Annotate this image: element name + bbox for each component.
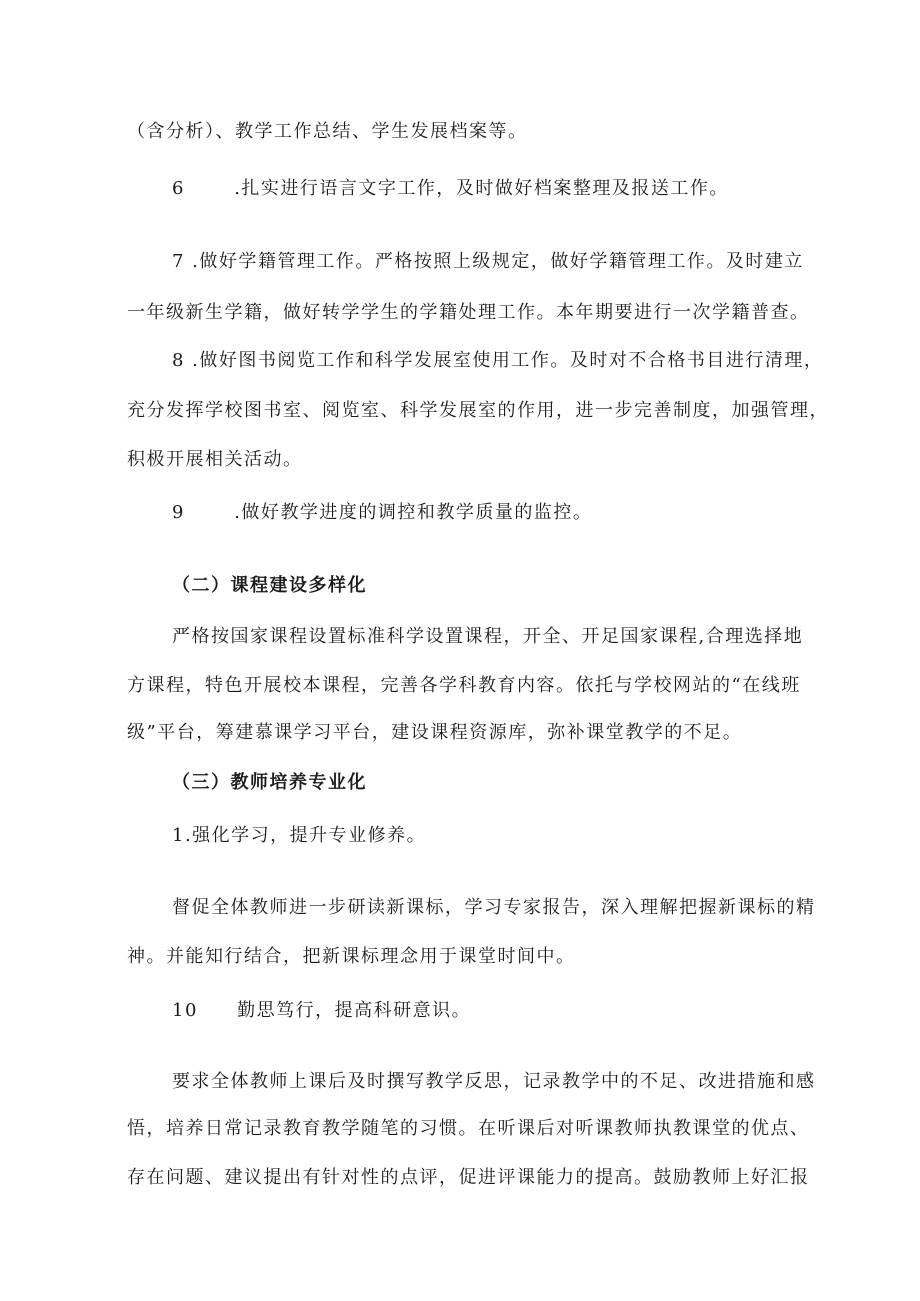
text-line: （含分析）、教学工作总结、学生发展档案等。 [127, 121, 528, 142]
list-item-6 [172, 175, 729, 203]
text-line: 悟，培养日常记录教育教学随笔的习惯。在听课后对听课教师执教课堂的优点、 [127, 1118, 810, 1139]
list-item-10 [172, 997, 471, 1025]
text-line: 7 .做好学籍管理工作。严格按照上级规定，做好学籍管理工作。及时建立 [172, 251, 804, 272]
text-line: 督促全体教师进一步研读新课标，学习专家报告，深入理解把握新课标的精 [172, 897, 816, 918]
list-number: 6 [172, 178, 185, 199]
list-text: .扎实进行语言文字工作，及时做好档案整理及报送工作。 [234, 178, 729, 199]
list-number: 9 [172, 502, 185, 523]
list-number: 10 [172, 1000, 198, 1021]
text-line: 方课程，特色开展校本课程，完善各学科教育内容。依托与学校网站的“在线班 [127, 675, 801, 696]
section-heading: （三）教师培养专业化 [172, 772, 367, 793]
text-line: 1.强化学习，提升专业修养。 [172, 825, 427, 846]
text-line: 存在问题、建议提出有针对性的点评，促进评课能力的提高。鼓励教师上好汇报 [127, 1167, 810, 1188]
text-line: 级”平台，筹建慕课学习平台，建设课程资源库，弥补课堂教学的不足。 [127, 722, 743, 743]
text-line: 神。并能知行结合，把新课标理念用于课堂时间中。 [127, 946, 576, 967]
text-line: 充分发挥学校图书室、阅览室、科学发展室的作用，进一步完善制度，加强管理， [127, 400, 829, 421]
list-text: .做好教学进度的调控和教学质量的监控。 [234, 502, 593, 523]
list-item-9 [172, 499, 592, 527]
section-heading: （二）课程建设多样化 [172, 575, 367, 596]
text-line: 要求全体教师上课后及时撰写教学反思，记录教学中的不足、改进措施和感 [172, 1071, 816, 1092]
text-line: 8 .做好图书阅览工作和科学发展室使用工作。及时对不合格书目进行清理， [172, 350, 824, 371]
list-text: 勤思笃行，提高科研意识。 [237, 1000, 472, 1021]
text-line: 严格按国家课程设置标准科学设置课程，开全、开足国家课程,合理选择地 [172, 626, 804, 647]
text-line: 积极开展相关活动。 [127, 449, 303, 470]
text-line: 一年级新生学籍，做好转学学生的学籍处理工作。本年期要进行一次学籍普查。 [127, 302, 810, 323]
